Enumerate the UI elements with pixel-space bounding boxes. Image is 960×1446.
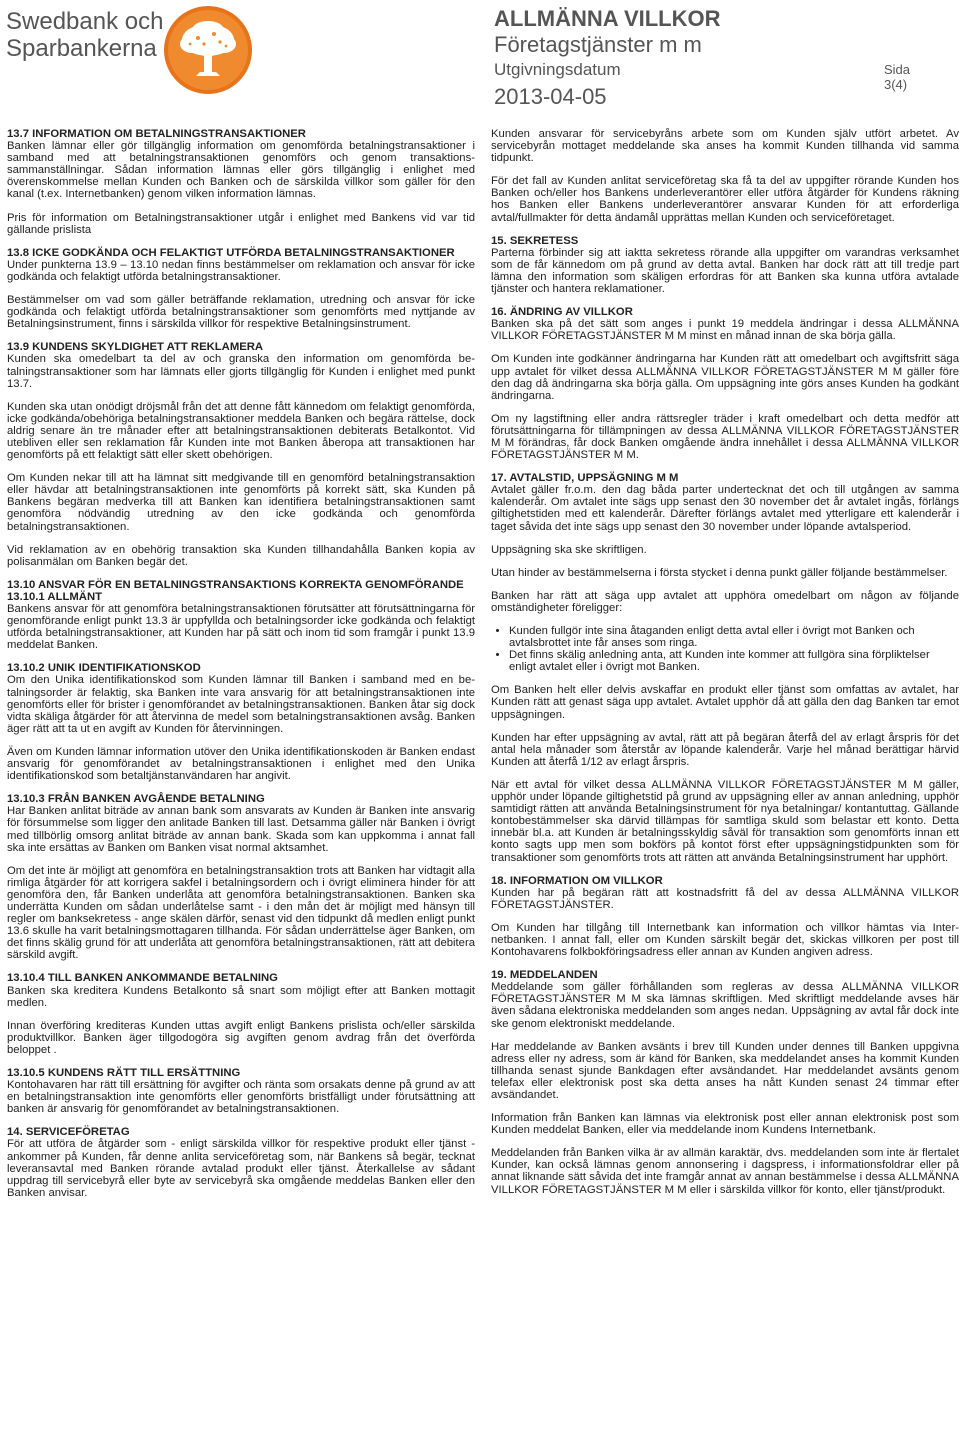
paragraph: Kunden ska omedelbart ta del av och granska den information om genomförda betalningstransaktioner som har lämnats eller gjorts tillgänglig för Kunden i enlighet med punkt 13.7.	[7, 353, 475, 390]
page-number: 3(4)	[884, 77, 908, 92]
section-heading: 15. SEKRETESS	[491, 234, 579, 247]
paragraph: Bankens ansvar för att genomföra betalningstransaktionen förutsätter att förutsättningarna för genomförande enligt punkt 13.3 är uppfyllda och betalningsorder icke godkända och felaktigt utförda betalningstransaktioner, att Kunden har på sätt och inom tid som framgår i punkt 13.9 meddelat Banken.	[7, 603, 475, 652]
paragraph: Om Kunden nekar till att ha lämnat sitt medgivande till en genomförd betalningstransaktion eller hävdar att betalningstransaktionen inte genomförts på korrekt sätt, ska Kunden på Bankens begäran medverka till att Banken kan identifiera betalningstransaktionen samt genomföra nödvändig utredning av den icke godkända och genomförda betalningstransaktionen.	[7, 472, 475, 533]
paragraph: Om den Unika identifikationskod som Kunden lämnar till Banken i samband med en betalningsorder är felaktig, ska Banken inte vara ansvarig för att betalningstransaktionen inte genomförts eller för brister i genomförandet av betalningstransaktionen. Banken åtar sig dock vidta skäliga åtgärder för att återvinna de medel som betalningstransaktionen avsåg. Banken äger rätt att ta ut en avgift av Kunden för återvinningen.	[7, 674, 475, 735]
paragraph: När ett avtal för vilket dessa ALLMÄNNA VILLKOR FÖRETAGSTJÄNSTER M M gäller, upphör under löpande giltighetstid på grund av uppsägning eller av annan anledning, upphör samtidigt rätten att använda Betalningsinstrument för nya betalningar/ kontantuttag. Gällande kontobestämmelser ska därvid tillämpas för samtliga skuld som belastar ett konto. Detta innebär bl.a. att Kunden är betalningsskyldig såväl för transaktion som genomförts innan ett konto sagts upp men som bokförs på kontot först efter uppsägningstidpunkten som för transaktioner som genomförts trots att rätten att använda Betalningsinstrument har upphört.	[491, 778, 959, 864]
paragraph: Vid reklamation av en obehörig transaktion ska Kunden tillhandahålla Banken kopia av polisanmälan om Banken begär det.	[7, 543, 475, 568]
section-heading: 18. INFORMATION OM VILLKOR	[491, 874, 663, 887]
paragraph: Kunden ansvarar för servicebyråns arbete som om Kunden själv utfört arbetet. Av servicebyrån mottaget meddelande ska anses ha kommit Kunden tillhanda vid samma tidpunkt.	[491, 128, 959, 165]
issue-date: 2013-04-05	[494, 84, 607, 109]
list-item: • Kunden fullgör inte sina åtaganden enligt detta avtal eller i övrigt mot Banken och avtalsbrottet inte får anses som ringa.	[509, 625, 959, 649]
brand-line-1: Swedbank och	[6, 8, 164, 35]
paragraph: Även om Kunden lämnar information utöver den Unika identifikationskoden är Banken endast ansvarig för genomförandet av betalningstransaktionen i enlighet med den Unika identifikationskod som betaltjänstanvändaren har angivit.	[7, 745, 475, 783]
section-heading: 13.10 ANSVAR FÖR EN BETALNINGSTRANSAKTIONS KORREKTA GENOMFÖRANDE	[7, 578, 464, 591]
paragraph: För det fall av Kunden anlitat serviceföretag ska få ta del av uppgifter rörande Kunden hos Banken och/eller hos Bankens underleverantörer eller utföra åtgärder för Kundens räkning hos Banken eller Bankens underleverantörer ansvarar Kunden för att erforderliga avtal/fullmakter för detta ändamål upprättas mellan Kunden och serviceföretaget.	[491, 175, 959, 224]
bullet-list	[491, 625, 959, 673]
paragraph: Bestämmelser om vad som gäller beträffande reklamation, utredning och ansvar för icke godkända och felaktigt utförda betalningstransaktioner som genomförts med nyttjande av Betalningsinstrument, finns i särskilda villkor för respektive Betalningsinstrument.	[7, 294, 475, 331]
subsection-heading: 13.10.3 FRÅN BANKEN AVGÅENDE BETALNING	[7, 793, 265, 806]
section-heading: 13.7 INFORMATION OM BETALNINGSTRANSAKTIONER	[7, 128, 306, 140]
paragraph: Kunden ska utan onödigt dröjsmål från det att denne fått kännedom om felaktigt genomförda, icke godkända/obehöriga betalningstransaktioner meddela Banken och begära rättelse, dock aldrig senare än tre månader efter att betalningstransaktionen debiterats Betalkontot. Vid utebliven eller sen reklamation får Kunden inte mot Banken åberopa att transaktionen har genomförts på ett felaktigt sätt eller skett obehörigen.	[7, 400, 475, 462]
document-subtitle: Företagstjänster m m	[494, 32, 702, 57]
paragraph: Meddelanden från Banken vilka är av allmän karaktär, dvs. meddelanden som inte är flertalet Kunder, kan också lämnas genom annonsering i dagspress, i informationsfoldrar eller på annat liknande sätt såvida det inte framgår annat av annan bestämmelse i dessa ALLMÄNNA VILLKOR FÖRETAGSTJÄNSTER M M eller i särskilda villkor för konto, eller tjänst/produkt.	[491, 1147, 959, 1196]
section-heading: 16. ÄNDRING AV VILLKOR	[491, 306, 633, 319]
document-title: ALLMÄNNA VILLKOR	[494, 6, 721, 31]
subsection-heading: 13.10.2 UNIK IDENTIFIKATIONSKOD	[7, 662, 201, 675]
section-heading: 13.8 ICKE GODKÄNDA OCH FELAKTIGT UTFÖRDA BETALNINGSTRANSAKTIONER	[7, 246, 455, 259]
paragraph: Information från Banken kan lämnas via elektronisk post eller annan elektronisk post som Kunden meddelat Banken, eller via meddelande inom Kundens Internetbank.	[491, 1112, 959, 1137]
paragraph: Meddelande som gäller förhållanden som regleras av dessa ALLMÄNNA VILLKOR FÖRETAGSTJÄNSTER M M ska lämnas skriftligen. Med skriftligt meddelande avses här även sådana elektroniska meddelanden som anges nedan. Uppsägning av avtal får dock inte ske genom elektroniskt meddelande.	[491, 981, 959, 1030]
paragraph: Under punkterna 13.9 – 13.10 nedan finns bestämmelser om reklamation och ansvar för icke godkända och felaktigt utförda betalningstransaktioner.	[7, 258, 475, 283]
brand-name	[6, 8, 163, 62]
subsection-heading: 13.10.1 ALLMÄNT	[7, 590, 102, 603]
paragraph: Om det inte är möjligt att genomföra en betalningstransaktion trots att Banken har vidtagit alla rimliga åtgärder för att korrigera sakfel i betalningsordern och i övrigt eliminera hinder för att genomföra den, får Banken underlåta att genomföra betalningstransaktionen. Banken ska underrätta Kunden om sådan underlåtelse samt - i den mån det är möjligt med hänsyn till regler om banksekretess - ange skälen därför, senast vid den tidpunkt då medlen enligt punkt 13.6 skulle ha varit betalningsmottagaren tillhanda. För sådan underrättelse äger Banken, om det finns skälig grund för att underlåta att genomföra betalningstransaktionen, rätt att debitera särskild avgift.	[7, 864, 475, 962]
right-column	[491, 128, 959, 1207]
paragraph: Kunden har efter uppsägning av avtal, rätt att på begäran återfå del av erlagt årspris för det antal hela månader som återstår av löpande kalenderår. Varje hel månad berättigar härvid Kunden att återfå 1/12 av erlagt årspris.	[491, 731, 959, 768]
paragraph: Utan hinder av bestämmelserna i första stycket i denna punkt gäller följande bestämmelser.	[491, 566, 948, 579]
paragraph: Avtalet gäller fr.o.m. den dag båda parter undertecknat det och till utgången av samma kalenderår. Om avtalet inte sägs upp senast den 30 november det år avtalet ingås, förlängs giltighetstiden med ett kalenderår. Därefter förlängs avtalet med ytterligare ett kalenderår i taget såvida det inte sägs upp senast den 30 november under löpande avtalsperiod.	[491, 484, 959, 533]
paragraph: Uppsägning ska ske skriftligen.	[491, 543, 647, 556]
subsection-heading: 13.10.4 TILL BANKEN ANKOMMANDE BETALNING	[7, 972, 278, 985]
document-title-block	[494, 6, 721, 112]
brand-line-2: Sparbankerna	[6, 35, 157, 62]
paragraph: Har Banken anlitat biträde av annan bank som ansvarats av Kunden är Banken inte ansvarig för försummelse som ligger den anlitade Banken till last. Detsamma gäller när Banken i övrigt med tillbörlig omsorg anlitat biträde av annan bank. Skada som kan uppkomma i annat fall ska inte ersättas av Banken om Banken visat normal aktsamhet.	[7, 805, 475, 854]
paragraph: Om Kunden inte godkänner ändringarna har Kunden rätt att omedelbart och avgiftsfritt säga upp avtalet för vilket dessa ALLMÄNNA VILLKOR FÖRETAGSTJÄNSTER M M gäller före den dag då ändringarna ska börja gälla. Om uppsägning inte görs anses Kunden ha godkänt ändringarna.	[491, 353, 959, 402]
paragraph: Om ny lagstiftning eller andra rättsregler träder i kraft omedelbart och detta medför att förutsättningarna för tillämpningen av dessa ALLMÄNNA VILLKOR FÖRETAGSTJÄNSTER M M förändras, får dock Banken omgående ändra innehållet i dessa ALLMÄNNA VILLKOR FÖRETAGSTJÄNSTER M M.	[491, 412, 959, 462]
page-label: Sida	[884, 62, 911, 77]
paragraph: Banken lämnar eller gör tillgänglig information om genomförda betalningstransaktioner i samband med att betalningstransaktionen genomförs och genom transaktionssammanställningar. Sådan information lämnas eller görs tillgänglig i enlighet med överenskommelse mellan Kunden och Banken och de särskilda villkor som gäller för den kanal (t.ex. Internetbanken) genom vilken information lämnas.	[7, 140, 475, 201]
paragraph: Kontohavaren har rätt till ersättning för avgifter och ränta som orsakats denne på grund av att en betalningstransaktion inte genomförts eller genomförts bristfälligt under förutsättning att banken är ansvarig för genomförandet av betalningstransaktionen.	[7, 1079, 475, 1116]
oak-tree-logo-icon	[162, 4, 254, 96]
paragraph: Parterna förbinder sig att iaktta sekretess rörande alla uppgifter om varandras verksamhet som de får kännedom om på grund av detta avtal. Banken har dock rätt att till tredje part lämna den information som skäligen erfordras för att Banken ska kunna utföra avtalade tjänster och hantera reklamationer.	[491, 246, 959, 296]
page-number-block	[884, 62, 910, 92]
paragraph: Banken har rätt att säga upp avtalet att upphöra omedelbart om någon av följande omständigheter föreligger:	[491, 589, 959, 614]
section-heading: 17. AVTALSTID, UPPSÄGNING M M	[491, 472, 679, 485]
paragraph: Innan överföring krediteras Kunden uttas avgift enligt Bankens prislista och/eller särskilda produktvillkor. Banken äger tillgodogöra sig avgiften genom avdrag från det överförda beloppet .	[7, 1019, 475, 1056]
paragraph: Har meddelande av Banken avsänts i brev till Kunden under dennes till Banken uppgivna adress eller ny adress, som är känd för Banken, ska meddelandet anses ha kommit Kunden tillhanda senast sjunde Bankdagen efter avsändandet. Har meddelandet avsänts genom telefax eller elektronisk post ska detta anses ha nått Kunden senast 24 timmar efter avsändandet.	[491, 1040, 959, 1101]
paragraph: Kunden har på begäran rätt att kostnadsfritt få del av dessa ALLMÄNNA VILLKOR FÖRETAGSTJÄNSTER.	[491, 886, 959, 911]
paragraph: Banken ska på det sätt som anges i punkt 19 meddela ändringar i dessa ALLMÄNNA VILLKOR FÖRETAGSTJÄNSTER M M minst en månad innan de ska börja gälla.	[491, 318, 959, 343]
issue-date-label: Utgivningsdatum	[494, 60, 621, 79]
left-column	[7, 128, 475, 1210]
page-header	[0, 0, 960, 120]
paragraph: Banken ska kreditera Kundens Betalkonto så snart som möjligt efter att Banken mottagit medlen.	[7, 984, 475, 1009]
subsection-heading: 13.10.5 KUNDENS RÄTT TILL ERSÄTTNING	[7, 1067, 241, 1079]
paragraph: Pris för information om Betalningstransaktioner utgår i enlighet med Bankens vid var tid gällande prislista	[7, 211, 475, 236]
section-heading: 13.9 KUNDENS SKYLDIGHET ATT REKLAMERA	[7, 341, 264, 354]
list-item: • Det finns skälig anledning anta, att Kunden inte kommer att fullgöra sina förpliktelser enligt avtalet eller i övrigt mot Banken.	[509, 649, 959, 673]
section-heading: 14. SERVICEFÖRETAG	[7, 1126, 130, 1139]
paragraph: Om Kunden har tillgång till Internetbank kan information och villkor hämtas via Internetbanken. I annat fall, eller om Kunden särskilt begär det, skickas villkoren per post till Kontohavarens folkbokföringsadress eller annan av Kunden angiven adress.	[491, 921, 959, 959]
paragraph: För att utföra de åtgärder som - enligt särskilda villkor för respektive produkt eller tjänst - ankommer på Kunden, får denne anlita serviceföretag som, när Bankens så begär, tecknat leveransavtal med Banken rörande avtalad produkt eller tjänst. Återkallelse av sådant uppdrag till servicebyrå eller byte av servicebyrå ska omgående meddelas Banken eller den Banken anvisar.	[7, 1138, 475, 1199]
section-heading: 19. MEDDELANDEN	[491, 969, 598, 982]
paragraph: Om Banken helt eller delvis avskaffar en produkt eller tjänst som omfattas av avtalet, har Kunden rätt att genast säga upp avtalet. Avtalet upphör då att gälla den dag Banken tar emot uppsägningen.	[491, 684, 959, 721]
